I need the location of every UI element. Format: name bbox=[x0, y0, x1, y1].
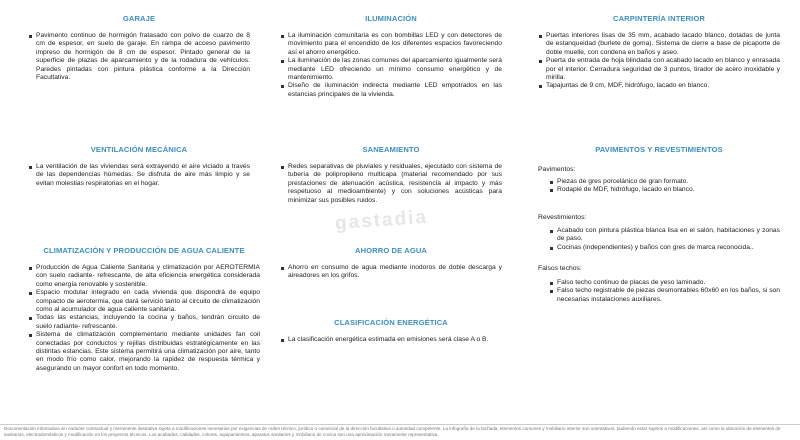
section-ahorro-agua bbox=[280, 246, 502, 281]
footer-disclaimer: Documentación informativa sin carácter contractual y meramente ilustrativa sujeta a modificaciones necesarias por exigencias de orden técnico, jurídico o comercial de la dirección facultativa o autoridad competente. La infografía de la fachada, elementos comunes y mobiliario interior son orientativos, pudiendo estar sujetos a modificaciones, así como la ubicación de elementos de sanitarios, electrodomésticos y modificación en los proyectos técnicos. Los acabados, calidades, colores, equipamientos, aparatos sanitarios y mobiliario de cocina son una aproximación meramente representativa. bbox=[0, 424, 800, 440]
falsos-techos-label: Falsos techos: bbox=[538, 265, 582, 273]
list-item: Rodapié de MDF, hidrófugo, lacado en blanco. bbox=[549, 186, 780, 194]
revestimientos-label: Revestimientos: bbox=[538, 213, 587, 221]
section-title: CLIMATIZACIÓN Y PRODUCCIÓN DE AGUA CALIENTE bbox=[43, 246, 245, 255]
list-item: Sistema de climatización complementario mediante unidades fan coil conectadas por conductos y rejillas distribuidas estratégicamente en las distintas estancias. Este sistema permitirá una climatización por aire, tanto en modo frío como calor, mejorando la rapidez de respuesta térmica y asegurando un mayor confort en todo momento. bbox=[28, 331, 260, 373]
section-pavimentos bbox=[538, 145, 780, 310]
list-item: Espacio modular integrado en cada vivienda que dispondrá de equipo compacto de aerotermia, que dará servicio tanto al circuito de climatización como al acumulador de agua caliente sanitaria. bbox=[28, 289, 260, 314]
section-saneamiento bbox=[280, 145, 502, 205]
section-title: AHORRO DE AGUA bbox=[355, 246, 427, 255]
list-item: Tapajuntas de 9 cm, MDF, hidrófugo, lacado en blanco. bbox=[538, 82, 780, 90]
list-item: Cocinas (independientes) y baños con gres de marca reconocida.. bbox=[549, 244, 780, 252]
section-title: GARAJE bbox=[122, 14, 156, 23]
pavimentos-label: Pavimentos: bbox=[538, 166, 576, 173]
list-item: Acabado con pintura plástica blanca lisa en el salón, habitaciones y zonas de paso. bbox=[549, 227, 780, 244]
list-item: Diseño de iluminación indirecta mediante LED empotrados en las estancias principales de la vivienda. bbox=[280, 82, 502, 99]
section-climatizacion bbox=[28, 246, 260, 373]
list-item: La ventilación de las viviendas será extrayendo el aire viciado a través de las dependencias húmedas. Se disfruta de aire más limpio y se evitan molestias respiratorias en el hogar. bbox=[28, 163, 250, 188]
section-carpinteria bbox=[538, 14, 780, 91]
list-item: Todas las estancias, incluyendo la cocina y baños, tendrán circuito de suelo radiante- refrescante. bbox=[28, 314, 260, 331]
section-title: PAVIMENTOS Y REVESTIMIENTOS bbox=[595, 145, 723, 154]
list-item: Piezas de gres porcelánico de gran formato. bbox=[549, 178, 780, 186]
section-title: ILUMINACIÓN bbox=[365, 14, 417, 23]
section-clasificacion bbox=[280, 318, 502, 344]
section-title: SANEAMIENTO bbox=[362, 145, 420, 154]
list-item: La clasificación energética estimada en emisiones será clase A o B. bbox=[280, 336, 502, 344]
watermark: gastadia bbox=[334, 206, 429, 235]
list-item: Producción de Agua Caliente Sanitaria y climatización por AEROTERMIA con suelo radiante- refrescante, de alta eficiencia energética considerada como energía renovable y sostenible. bbox=[28, 264, 260, 289]
list-item: Puertas interiores lisas de 35 mm, acabado lacado blanco, dotadas de junta de estanqueidad (burlete de goma). Sistema de cierre a base de picaporte de doble muelle, con condena en baños y aseo. bbox=[538, 32, 780, 57]
list-item: Falso techo continuo de placas de yeso laminado. bbox=[549, 279, 780, 287]
section-garaje bbox=[28, 14, 250, 82]
section-ventilacion bbox=[28, 145, 250, 188]
list-item: Pavimento continuo de hormigón fratasado con polvo de cuarzo de 8 cm de espesor, en suelo de garaje. En rampa de acceso pavimento impreso de hormigón de 8 cm de espesor. Pintado general de la superficie de plazas de aparcamiento y de la rodadura de vehículos. Paredes pintadas con pintura plástica conforme a la Dirección Facultativa. bbox=[28, 32, 250, 82]
list-item: Puerta de entrada de hoja blindada con acabado lacado en blanco y enrasada por el interior. Cerradura seguridad de 3 puntos, tirador de acero inoxidable y mirilla. bbox=[538, 57, 780, 82]
section-title: CLASIFICACIÓN ENERGÉTICA bbox=[334, 318, 448, 327]
list-item: La iluminación de las zonas comunes del aparcamiento igualmente será mediante LED ofreciendo un mínimo consumo energético y de mantenimiento. bbox=[280, 57, 502, 82]
list-item: Falso techo registrable de piezas desmontables 60x60 en los baños, si son necesarias instalaciones auxiliares. bbox=[549, 287, 780, 304]
list-item: La iluminación comunitaria es con bombillas LED y con detectores de movimiento para el encendido de los diferentes espacios favoreciendo así el ahorro energético. bbox=[280, 32, 502, 57]
list-item: Ahorro en consumo de agua mediante inodoros de doble descarga y aireadores en los grifos. bbox=[280, 264, 502, 281]
list-item: Redes separativas de pluviales y residuales, ejecutado con sistema de tubería de polipropileno multicapa (material recomendado por sus prestaciones de atenuación acústica, resistencia al impacto y más respetuoso al medioambiente) y con soluciones acústicas para minimizar sus posibles ruidos. bbox=[280, 163, 502, 205]
section-title: CARPINTERÍA INTERIOR bbox=[612, 14, 705, 23]
section-iluminacion bbox=[280, 14, 502, 99]
section-title: VENTILACIÓN MECÁNICA bbox=[90, 145, 188, 154]
